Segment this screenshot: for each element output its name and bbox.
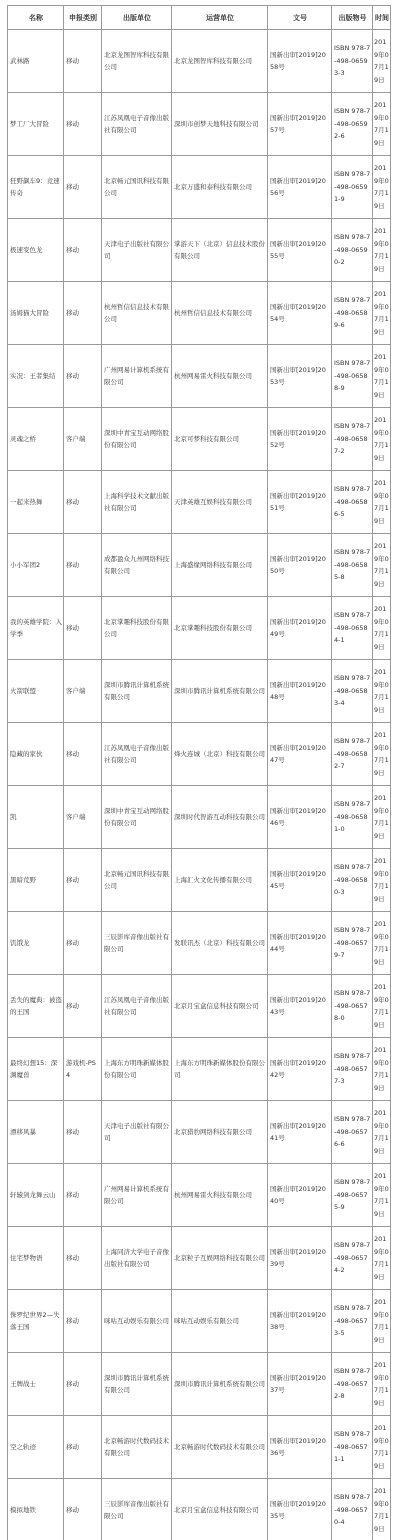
cell-category: 客户端 <box>64 408 102 471</box>
cell-approval-no: 国新出审[2019]2052号 <box>268 408 332 471</box>
cell-operator: 深圳时代智游互动科技有限公司 <box>172 786 268 849</box>
cell-isbn: ISBN 978-7-498-06584-1 <box>332 597 373 660</box>
cell-category: 移动 <box>64 1164 102 1227</box>
cell-name: 灵魂之桥 <box>8 408 64 471</box>
cell-publisher: 三辰影库音像出版社有限公司 <box>102 1479 172 1540</box>
cell-isbn: ISBN 978-7-498-06586-5 <box>332 471 373 534</box>
cell-approval-no: 国新出审[2019]2039号 <box>268 1227 332 1290</box>
cell-category: 移动 <box>64 912 102 975</box>
table-row <box>8 1416 391 1479</box>
cell-name: 丢失的魔典：被盗的王国 <box>8 975 64 1038</box>
cell-isbn: ISBN 978-7-498-06585-8 <box>332 534 373 597</box>
cell-publisher: 北京畅游时代数码技术有限公司 <box>102 1416 172 1479</box>
cell-category: 移动 <box>64 1353 102 1416</box>
cell-approval-no: 国新出审[2019]2049号 <box>268 597 332 660</box>
cell-isbn: ISBN 978-7-498-06592-6 <box>332 93 373 156</box>
cell-date: 2019年07月19日 <box>373 408 391 471</box>
cell-publisher: 江苏凤凰电子音像出版社有限公司 <box>102 723 172 786</box>
cell-operator: 北京掌趣科技股份有限公司 <box>172 597 268 660</box>
game-approval-table <box>7 5 391 1540</box>
cell-name: 最终幻想15：深渊魔兽 <box>8 1038 64 1101</box>
table-row <box>8 471 391 534</box>
cell-isbn: ISBN 978-7-498-06582-7 <box>332 723 373 786</box>
table-row <box>8 345 391 408</box>
cell-approval-no: 国新出审[2019]2043号 <box>268 975 332 1038</box>
cell-name: 武林路 <box>8 30 64 93</box>
table-row <box>8 786 391 849</box>
cell-approval-no: 国新出审[2019]2044号 <box>268 912 332 975</box>
cell-name: 饥饿龙 <box>8 912 64 975</box>
cell-isbn: ISBN 978-7-498-06588-9 <box>332 345 373 408</box>
cell-publisher: 广州网易计算机系统有限公司 <box>102 1164 172 1227</box>
cell-publisher: 三辰影库音像出版社有限公司 <box>102 912 172 975</box>
cell-category: 游戏机-PS4 <box>64 1038 102 1101</box>
cell-isbn: ISBN 978-7-498-06583-4 <box>332 660 373 723</box>
cell-name: 轩辕剑龙舞云山 <box>8 1164 64 1227</box>
cell-isbn: ISBN 978-7-498-06570-4 <box>332 1479 373 1540</box>
cell-operator: 北京畅游时代数码技术有限公司 <box>172 1416 268 1479</box>
cell-publisher: 上海科学技术文献出版社有限公司 <box>102 471 172 534</box>
table-row <box>8 219 391 282</box>
cell-category: 移动 <box>64 1479 102 1540</box>
cell-date: 2019年07月19日 <box>373 1227 391 1290</box>
cell-name: 狂野飙车9：竞速传奇 <box>8 156 64 219</box>
cell-isbn: ISBN 978-7-498-06576-6 <box>332 1101 373 1164</box>
cell-isbn: ISBN 978-7-498-06578-0 <box>332 975 373 1038</box>
cell-date: 2019年07月19日 <box>373 345 391 408</box>
cell-date: 2019年07月19日 <box>373 1164 391 1227</box>
cell-publisher: 广州网易计算机系统有限公司 <box>102 345 172 408</box>
cell-isbn: ISBN 978-7-498-06587-2 <box>332 408 373 471</box>
cell-name: 实况：王者集结 <box>8 345 64 408</box>
table-row <box>8 849 391 912</box>
cell-isbn: ISBN 978-7-498-06574-2 <box>332 1227 373 1290</box>
cell-date: 2019年07月19日 <box>373 30 391 93</box>
cell-isbn: ISBN 978-7-498-06573-5 <box>332 1290 373 1353</box>
table-row <box>8 597 391 660</box>
cell-name: 侏罗纪世界2—失落王国 <box>8 1290 64 1353</box>
cell-publisher: 深圳市腾讯计算机系统有限公司 <box>102 1353 172 1416</box>
cell-publisher: 深圳市腾讯计算机系统有限公司 <box>102 660 172 723</box>
header-cell-category: 申报类别 <box>64 6 102 30</box>
cell-date: 2019年07月19日 <box>373 471 391 534</box>
cell-date: 2019年07月19日 <box>373 534 391 597</box>
table-body <box>8 30 391 1540</box>
cell-name: 小小军团2 <box>8 534 64 597</box>
cell-approval-no: 国新出审[2019]2054号 <box>268 282 332 345</box>
cell-approval-no: 国新出审[2019]2056号 <box>268 156 332 219</box>
cell-operator: 深圳市创梦天地科技有限公司 <box>172 93 268 156</box>
table-row <box>8 282 391 345</box>
cell-publisher: 上海东方明珠新媒体股份有限公司 <box>102 1038 172 1101</box>
header-cell-date: 时间 <box>373 6 391 30</box>
cell-isbn: ISBN 978-7-498-06577-3 <box>332 1038 373 1101</box>
cell-date: 2019年07月19日 <box>373 1038 391 1101</box>
cell-operator: 北京月宝盒信息科技有限公司 <box>172 975 268 1038</box>
cell-category: 移动 <box>64 849 102 912</box>
cell-isbn: ISBN 978-7-498-06572-8 <box>332 1353 373 1416</box>
cell-isbn: ISBN 978-7-498-06580-3 <box>332 849 373 912</box>
cell-name: 住宅梦物语 <box>8 1227 64 1290</box>
header-cell-name: 名称 <box>8 6 64 30</box>
cell-publisher: 北京畅元国讯科技有限公司 <box>102 156 172 219</box>
cell-approval-no: 国新出审[2019]2047号 <box>268 723 332 786</box>
table-header <box>8 6 391 30</box>
cell-date: 2019年07月19日 <box>373 156 391 219</box>
cell-publisher: 天津电子出版社有限公司 <box>102 1101 172 1164</box>
cell-name: 汤姆猫大冒险 <box>8 282 64 345</box>
cell-date: 2019年07月19日 <box>373 282 391 345</box>
cell-category: 移动 <box>64 345 102 408</box>
cell-publisher: 深圳中青宝互动网络股份有限公司 <box>102 786 172 849</box>
cell-name: 模拟地铁 <box>8 1479 64 1540</box>
cell-name: 黑暗荒野 <box>8 849 64 912</box>
table-row <box>8 408 391 471</box>
table-row <box>8 660 391 723</box>
cell-name: 火箭联盟 <box>8 660 64 723</box>
cell-category: 客户端 <box>64 660 102 723</box>
cell-operator: 上海汇火文化传播有限公司 <box>172 849 268 912</box>
cell-date: 2019年07月19日 <box>373 912 391 975</box>
cell-publisher: 北京掌趣科技股份有限公司 <box>102 597 172 660</box>
cell-operator: 深圳市腾讯计算机系统有限公司 <box>172 660 268 723</box>
cell-approval-no: 国新出审[2019]2042号 <box>268 1038 332 1101</box>
cell-date: 2019年07月19日 <box>373 93 391 156</box>
cell-publisher: 北京畅元国讯科技有限公司 <box>102 849 172 912</box>
cell-date: 2019年07月19日 <box>373 786 391 849</box>
cell-category: 移动 <box>64 93 102 156</box>
cell-operator: 发联讯杰（北京）科技有限公司 <box>172 912 268 975</box>
cell-category: 移动 <box>64 1227 102 1290</box>
cell-isbn: ISBN 978-7-498-06575-9 <box>332 1164 373 1227</box>
cell-isbn: ISBN 978-7-498-06589-6 <box>332 282 373 345</box>
cell-approval-no: 国新出审[2019]2036号 <box>268 1416 332 1479</box>
cell-category: 移动 <box>64 219 102 282</box>
cell-isbn: ISBN 978-7-498-06591-9 <box>332 156 373 219</box>
cell-approval-no: 国新出审[2019]2050号 <box>268 534 332 597</box>
cell-category: 移动 <box>64 1290 102 1353</box>
cell-approval-no: 国新出审[2019]2051号 <box>268 471 332 534</box>
cell-category: 移动 <box>64 1101 102 1164</box>
cell-operator: 杭州网易雷火科技有限公司 <box>172 345 268 408</box>
cell-name: 凯 <box>8 786 64 849</box>
cell-date: 2019年07月19日 <box>373 723 391 786</box>
cell-category: 移动 <box>64 1416 102 1479</box>
cell-isbn: ISBN 978-7-498-06590-2 <box>332 219 373 282</box>
cell-operator: 上海盛缘网络科技有限公司 <box>172 534 268 597</box>
cell-approval-no: 国新出审[2019]2058号 <box>268 30 332 93</box>
cell-operator: 杭州网易雷火科技有限公司 <box>172 1164 268 1227</box>
cell-isbn: ISBN 978-7-498-06571-1 <box>332 1416 373 1479</box>
cell-publisher: 深圳中青宝互动网络股份有限公司 <box>102 408 172 471</box>
table-row <box>8 93 391 156</box>
cell-approval-no: 国新出审[2019]2040号 <box>268 1164 332 1227</box>
table-row <box>8 1038 391 1101</box>
header-cell-approval-no: 文号 <box>268 6 332 30</box>
cell-date: 2019年07月19日 <box>373 597 391 660</box>
cell-date: 2019年07月19日 <box>373 1290 391 1353</box>
cell-category: 移动 <box>64 975 102 1038</box>
cell-operator: 北京猎豹网络科技有限公司 <box>172 1101 268 1164</box>
cell-isbn: ISBN 978-7-498-06581-0 <box>332 786 373 849</box>
table-row <box>8 723 391 786</box>
cell-approval-no: 国新出审[2019]2048号 <box>268 660 332 723</box>
cell-date: 2019年07月19日 <box>373 1353 391 1416</box>
cell-name: 空之轨迹 <box>8 1416 64 1479</box>
table-row <box>8 30 391 93</box>
cell-name: 极速变色龙 <box>8 219 64 282</box>
cell-name: 一起来热舞 <box>8 471 64 534</box>
table-row <box>8 1479 391 1540</box>
cell-name: 梦工厂大冒险 <box>8 93 64 156</box>
cell-name: 隐藏的家伙 <box>8 723 64 786</box>
cell-category: 移动 <box>64 282 102 345</box>
cell-approval-no: 国新出审[2019]2045号 <box>268 849 332 912</box>
table-row <box>8 156 391 219</box>
cell-date: 2019年07月19日 <box>373 660 391 723</box>
cell-publisher: 成都盈众九州网络科技有限公司 <box>102 534 172 597</box>
table-row <box>8 1101 391 1164</box>
cell-category: 移动 <box>64 723 102 786</box>
cell-operator: 杭州哲信信息技术有限公司 <box>172 282 268 345</box>
cell-category: 移动 <box>64 534 102 597</box>
cell-date: 2019年07月19日 <box>373 1101 391 1164</box>
cell-date: 2019年07月19日 <box>373 1479 391 1540</box>
cell-publisher: 江苏凤凰电子音像出版社有限公司 <box>102 975 172 1038</box>
cell-operator: 烽火连城（北京）科技有限公司 <box>172 723 268 786</box>
cell-approval-no: 国新出审[2019]2037号 <box>268 1353 332 1416</box>
cell-date: 2019年07月19日 <box>373 1416 391 1479</box>
cell-operator: 北京粒子互娱网络科技有限公司 <box>172 1227 268 1290</box>
table-row <box>8 975 391 1038</box>
cell-operator: 北京万盛和泰科技有限公司 <box>172 156 268 219</box>
table-header-row <box>8 6 391 30</box>
table-row <box>8 534 391 597</box>
cell-operator: 上海东方明珠新媒体股份有限公司 <box>172 1038 268 1101</box>
cell-isbn: ISBN 978-7-498-06579-7 <box>332 912 373 975</box>
cell-approval-no: 国新出审[2019]2038号 <box>268 1290 332 1353</box>
cell-date: 2019年07月19日 <box>373 849 391 912</box>
cell-operator: 咪咕互动娱乐有限公司 <box>172 1290 268 1353</box>
cell-operator: 北京月宝盒信息科技有限公司 <box>172 1479 268 1540</box>
cell-publisher: 天津电子出版社有限公司 <box>102 219 172 282</box>
cell-category: 移动 <box>64 597 102 660</box>
header-cell-operator: 运营单位 <box>172 6 268 30</box>
table-row <box>8 1353 391 1416</box>
cell-name: 王牌战士 <box>8 1353 64 1416</box>
cell-publisher: 江苏凤凰电子音像出版社有限公司 <box>102 93 172 156</box>
cell-name: 漂移风暴 <box>8 1101 64 1164</box>
cell-publisher: 北京龙图智库科技有限公司 <box>102 30 172 93</box>
header-cell-publisher: 出版单位 <box>102 6 172 30</box>
cell-approval-no: 国新出审[2019]2055号 <box>268 219 332 282</box>
header-cell-isbn: 出版物号 <box>332 6 373 30</box>
cell-category: 客户端 <box>64 786 102 849</box>
cell-category: 移动 <box>64 30 102 93</box>
cell-publisher: 咪咕互动娱乐有限公司 <box>102 1290 172 1353</box>
cell-operator: 北京可梦科技有限公司 <box>172 408 268 471</box>
cell-category: 移动 <box>64 471 102 534</box>
cell-category: 移动 <box>64 156 102 219</box>
cell-operator: 深圳市腾讯计算机系统有限公司 <box>172 1353 268 1416</box>
table-row <box>8 1227 391 1290</box>
cell-approval-no: 国新出审[2019]2046号 <box>268 786 332 849</box>
cell-approval-no: 国新出审[2019]2053号 <box>268 345 332 408</box>
table-row <box>8 1290 391 1353</box>
cell-publisher: 上海同济大学电子音像出版社有限公司 <box>102 1227 172 1290</box>
cell-operator: 掌游天下（北京）信息技术股份有限公司 <box>172 219 268 282</box>
cell-approval-no: 国新出审[2019]2041号 <box>268 1101 332 1164</box>
cell-approval-no: 国新出审[2019]2035号 <box>268 1479 332 1540</box>
cell-name: 我的英雄学院：入学季 <box>8 597 64 660</box>
cell-publisher: 杭州哲信信息技术有限公司 <box>102 282 172 345</box>
table-row <box>8 912 391 975</box>
cell-operator: 天津英雄互娱科技有限公司 <box>172 471 268 534</box>
cell-isbn: ISBN 978-7-498-06593-3 <box>332 30 373 93</box>
cell-date: 2019年07月19日 <box>373 219 391 282</box>
cell-approval-no: 国新出审[2019]2057号 <box>268 93 332 156</box>
cell-operator: 北京龙图智库科技有限公司 <box>172 30 268 93</box>
table-row <box>8 1164 391 1227</box>
cell-date: 2019年07月19日 <box>373 975 391 1038</box>
